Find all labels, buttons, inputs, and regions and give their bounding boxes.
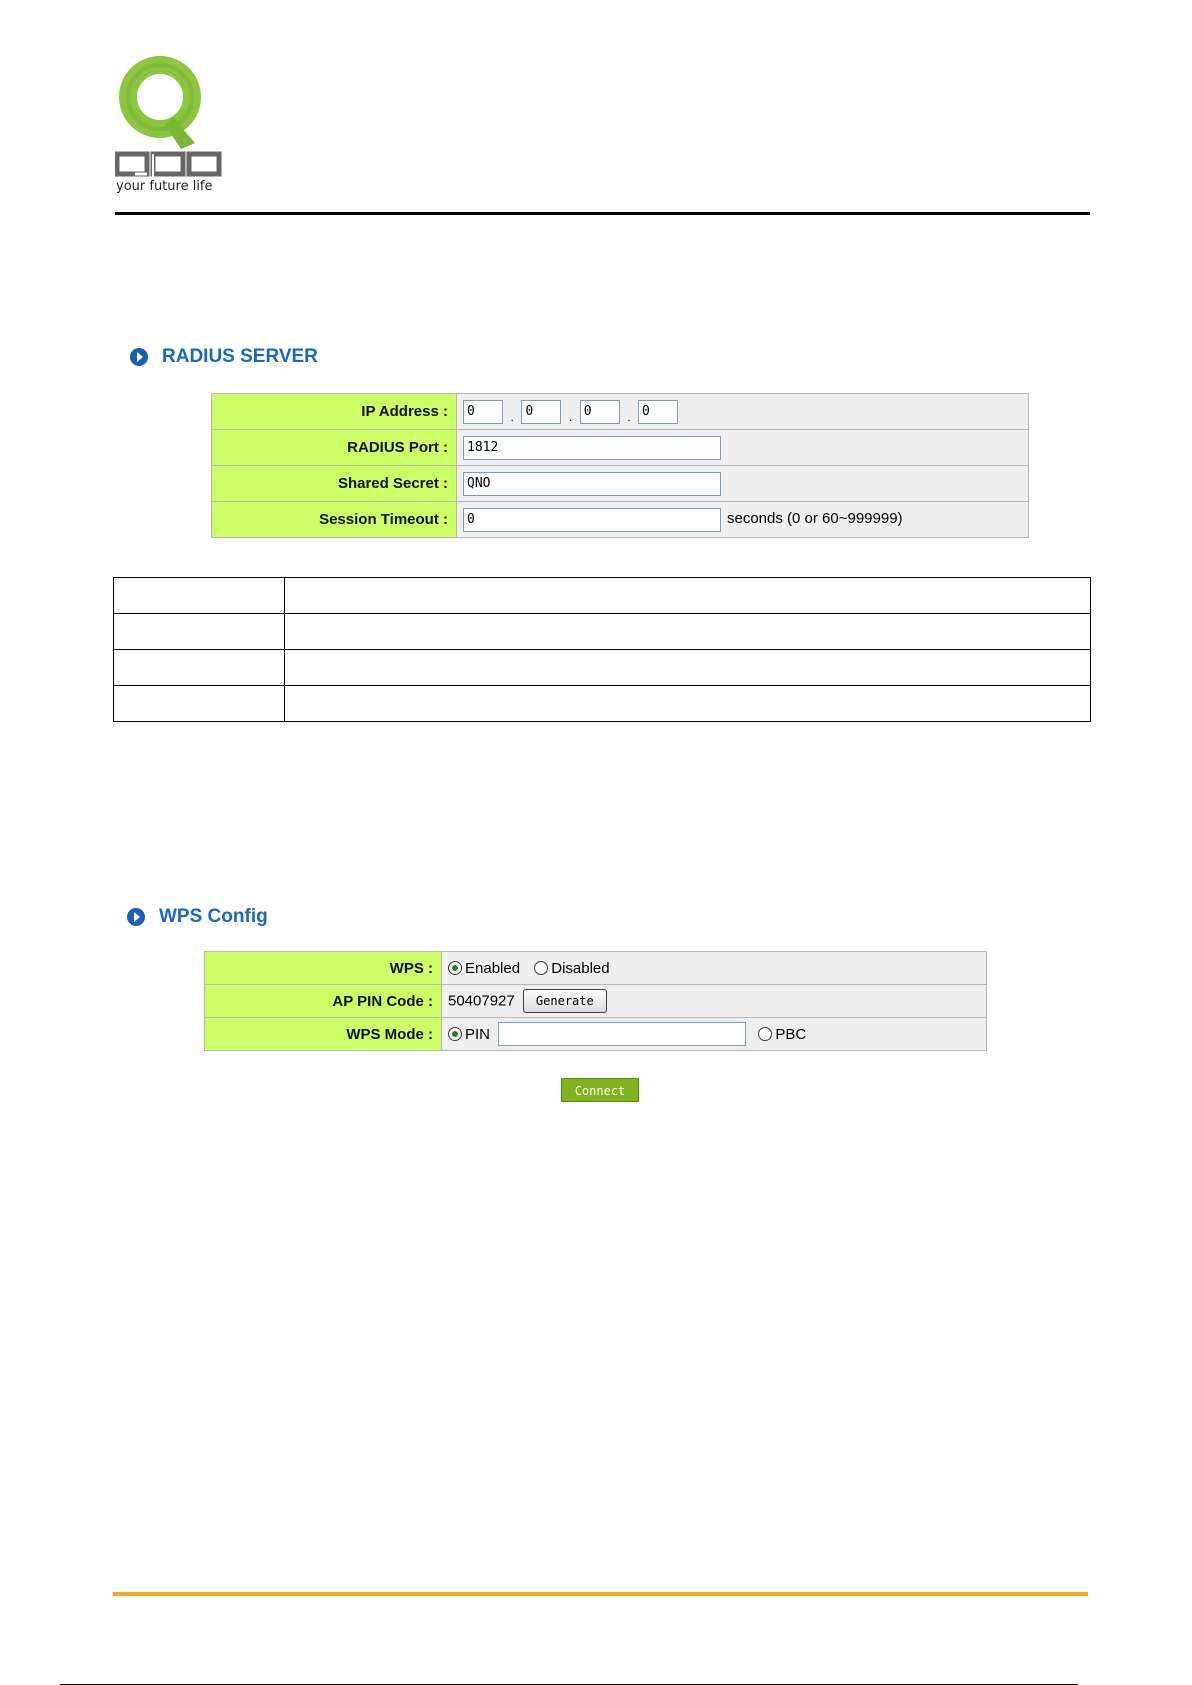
shared-secret-input[interactable] [463, 472, 721, 496]
table-cell [114, 578, 285, 614]
table-cell [285, 650, 1091, 686]
session-timeout-cell [457, 502, 1029, 538]
wps-mode-cell [442, 1018, 987, 1051]
wps-disabled-radio[interactable] [534, 961, 548, 975]
table-cell [285, 686, 1091, 722]
arrow-bullet-icon [127, 908, 145, 926]
footer-divider [113, 1592, 1088, 1596]
ap-pin-code-label: AP PIN Code : [205, 985, 442, 1018]
table-cell [114, 614, 285, 650]
ip-dot: . [568, 409, 573, 424]
wps-section-title [127, 906, 268, 928]
table-cell [285, 578, 1091, 614]
ip-address-label: IP Address : [212, 394, 457, 430]
wps-config-table [204, 951, 987, 1051]
wps-title-text: WPS Config [159, 906, 268, 927]
wps-cell [442, 952, 987, 985]
qno-logo [115, 55, 235, 195]
radius-port-label: RADIUS Port : [212, 430, 457, 466]
radius-title-text: RADIUS SERVER [162, 346, 318, 367]
generate-button[interactable]: Generate [523, 989, 607, 1013]
table-cell [114, 650, 285, 686]
wps-pbc-radio[interactable] [758, 1027, 772, 1041]
wps-pin-label: PIN [465, 1025, 491, 1043]
radius-config-table [211, 393, 1029, 538]
radius-port-cell [457, 430, 1029, 466]
ip-dot: . [510, 409, 514, 424]
ip-octet-2-input[interactable] [521, 400, 561, 424]
ip-address-cell [457, 394, 1029, 430]
wps-pin-input[interactable] [498, 1022, 746, 1046]
shared-secret-cell [457, 466, 1029, 502]
ap-pin-code-cell [442, 985, 987, 1018]
wps-pbc-label: PBC [775, 1025, 807, 1043]
session-timeout-input[interactable] [463, 508, 721, 532]
description-table [113, 577, 1091, 722]
wps-pin-radio[interactable] [448, 1027, 462, 1041]
logo-tagline: your future life [116, 179, 213, 194]
ap-pin-code-value: 50407927 [448, 992, 515, 1010]
ip-octet-4-input[interactable] [638, 400, 678, 424]
table-cell [285, 614, 1091, 650]
ip-octet-3-input[interactable] [580, 400, 620, 424]
arrow-bullet-icon [130, 348, 148, 366]
wps-enabled-label: Enabled [465, 959, 521, 977]
ip-dot: . [627, 409, 631, 424]
header-divider [115, 212, 1090, 215]
radius-section-title [130, 346, 318, 368]
session-timeout-label: Session Timeout : [212, 502, 457, 538]
wps-enabled-radio[interactable] [448, 961, 462, 975]
wps-mode-label: WPS Mode : [205, 1018, 442, 1051]
shared-secret-label: Shared Secret : [212, 466, 457, 502]
wps-disabled-label: Disabled [551, 959, 610, 977]
session-timeout-hint: seconds (0 or 60~999999) [727, 510, 903, 528]
connect-button[interactable]: Connect [561, 1078, 639, 1102]
ip-octet-1-input[interactable] [463, 400, 503, 424]
wps-label: WPS : [205, 952, 442, 985]
radius-port-input[interactable] [463, 436, 721, 460]
table-cell [114, 686, 285, 722]
